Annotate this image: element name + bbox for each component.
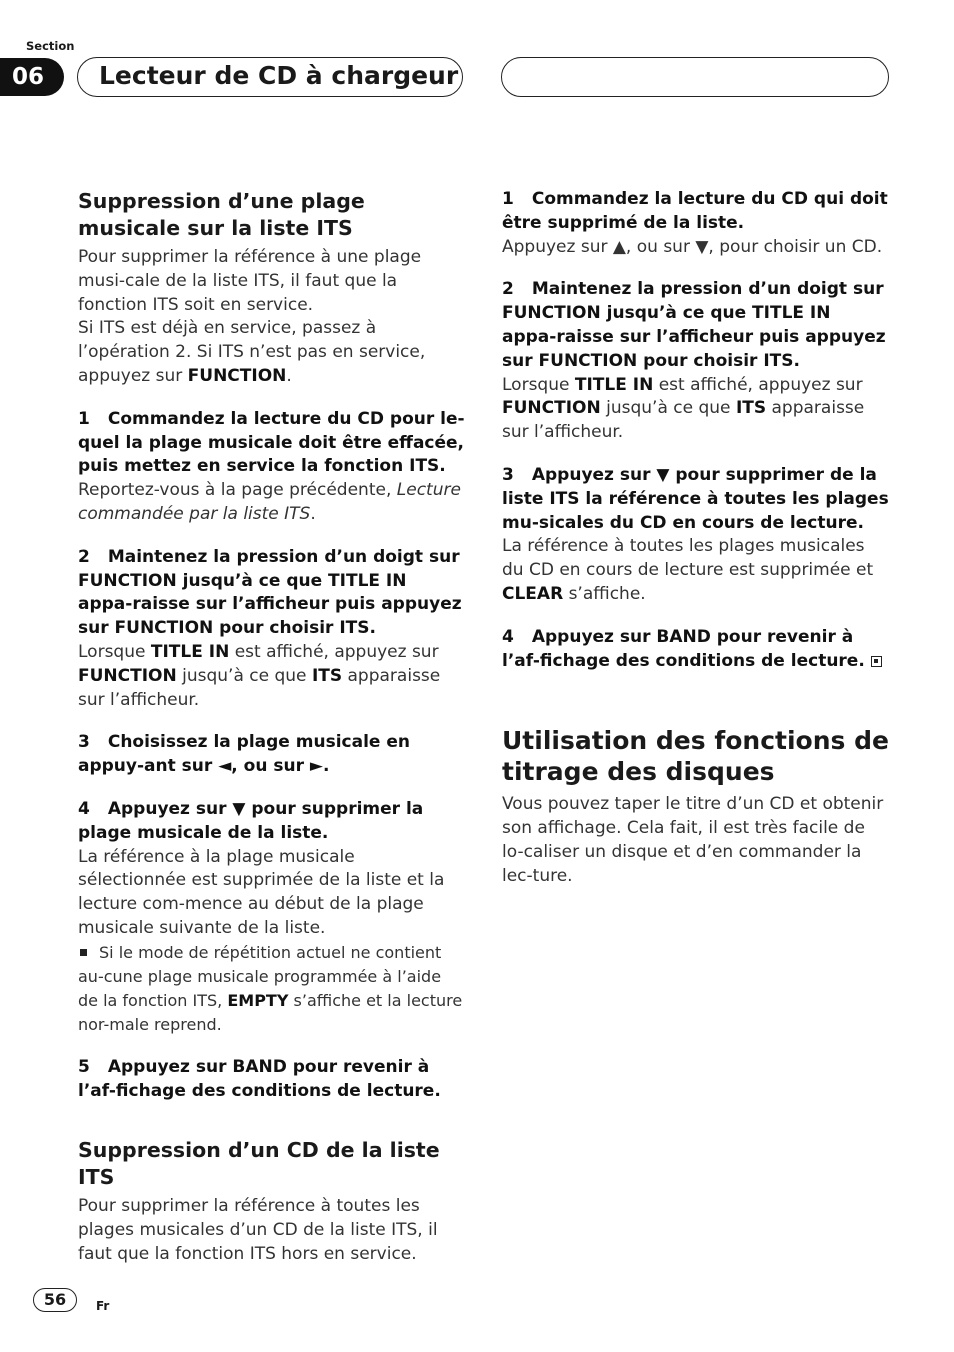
step-heading: 1 Commandez la lecture du CD qui doit être supprimé de la liste. <box>502 189 888 233</box>
paragraph: Reportez-vous à la page précédente, Lecture commandée par la liste ITS. <box>78 480 461 524</box>
heading-disc-titling: Utilisation des fonctions de titrage des disques <box>502 726 889 787</box>
left-column <box>78 188 466 1267</box>
section-number-badge: 06 <box>0 58 64 96</box>
paragraph: Pour supprimer la référence à une plage musi-cale de la liste ITS, il faut que la fonction ITS soit en service. <box>78 247 422 315</box>
note: Si le mode de répétition actuel ne contient au-cune plage musicale programmée à l’aide de la fonction ITS, EMPTY s’affiche et la lecture nor-male reprend. <box>78 942 463 1034</box>
end-of-section-icon <box>871 656 882 667</box>
heading-delete-track: Suppression d’une plage musicale sur la liste ITS <box>78 189 365 240</box>
language-code: Fr <box>96 1299 110 1313</box>
step-heading: 4 Appuyez sur BAND pour revenir à l’af-fichage des conditions de lecture. <box>502 626 890 674</box>
paragraph: Appuyez sur ▲, ou sur ▼, pour choisir un CD. <box>502 236 883 257</box>
step-heading: 2 Maintenez la pression d’un doigt sur FUNCTION jusqu’à ce que TITLE IN appa-raisse sur l’afficheur puis appuyez sur FUNCTION pour choisir ITS. <box>502 279 886 371</box>
paragraph: Lorsque TITLE IN est affiché, appuyez sur FUNCTION jusqu’à ce que ITS apparaisse sur l’afficheur. <box>78 641 441 710</box>
step-heading: 3 Choisissez la plage musicale en appuy-ant sur ◄, ou sur ►. <box>78 732 410 777</box>
section-label: Section <box>26 39 75 53</box>
header-empty-box <box>501 57 889 97</box>
step-heading: 4 Appuyez sur ▼ pour supprimer la plage musicale de la liste. <box>78 798 424 843</box>
paragraph: Pour supprimer la référence à toutes les plages musicales d’un CD de la liste ITS, il faut que la fonction ITS hors en service. <box>78 1196 438 1264</box>
step-heading: 3 Appuyez sur ▼ pour supprimer de la liste ITS la référence à toutes les plages mu-sicales du CD en cours de lecture. <box>502 464 889 533</box>
paragraph: Vous pouvez taper le titre d’un CD et obtenir son affichage. Cela fait, il est très facile de lo-caliser un disque et d’en commander la lec-ture. <box>502 794 884 886</box>
note-bullet-icon <box>80 949 87 956</box>
heading-delete-cd: Suppression d’un CD de la liste ITS <box>78 1138 440 1190</box>
step-heading: 5 Appuyez sur BAND pour revenir à l’af-fichage des conditions de lecture. <box>78 1056 441 1101</box>
page-number: 56 <box>33 1288 77 1312</box>
paragraph: La référence à la plage musicale sélectionnée est supprimée de la liste et la lecture com-mence au début de la plage musicale suivante de la liste. <box>78 846 445 938</box>
right-column <box>502 188 890 889</box>
step-heading: 2 Maintenez la pression d’un doigt sur FUNCTION jusqu’à ce que TITLE IN appa-raisse sur l’afficheur puis appuyez sur FUNCTION pour choisir ITS. <box>78 546 462 639</box>
paragraph: Lorsque TITLE IN est affiché, appuyez sur FUNCTION jusqu’à ce que ITS apparaisse sur l’afficheur. <box>502 374 865 443</box>
chapter-title: Lecteur de CD à chargeur <box>77 57 463 97</box>
step-heading: 1 Commandez la lecture du CD pour le-quel la plage musicale doit être effacée, puis mettez en service la fonction ITS. <box>78 408 465 477</box>
paragraph: Si ITS est déjà en service, passez à l’opération 2. Si ITS n’est pas en service, appuyez sur FUNCTION. <box>78 318 426 386</box>
paragraph: La référence à toutes les plages musicales du CD en cours de lecture est supprimée et CLEAR s’affiche. <box>502 536 874 604</box>
